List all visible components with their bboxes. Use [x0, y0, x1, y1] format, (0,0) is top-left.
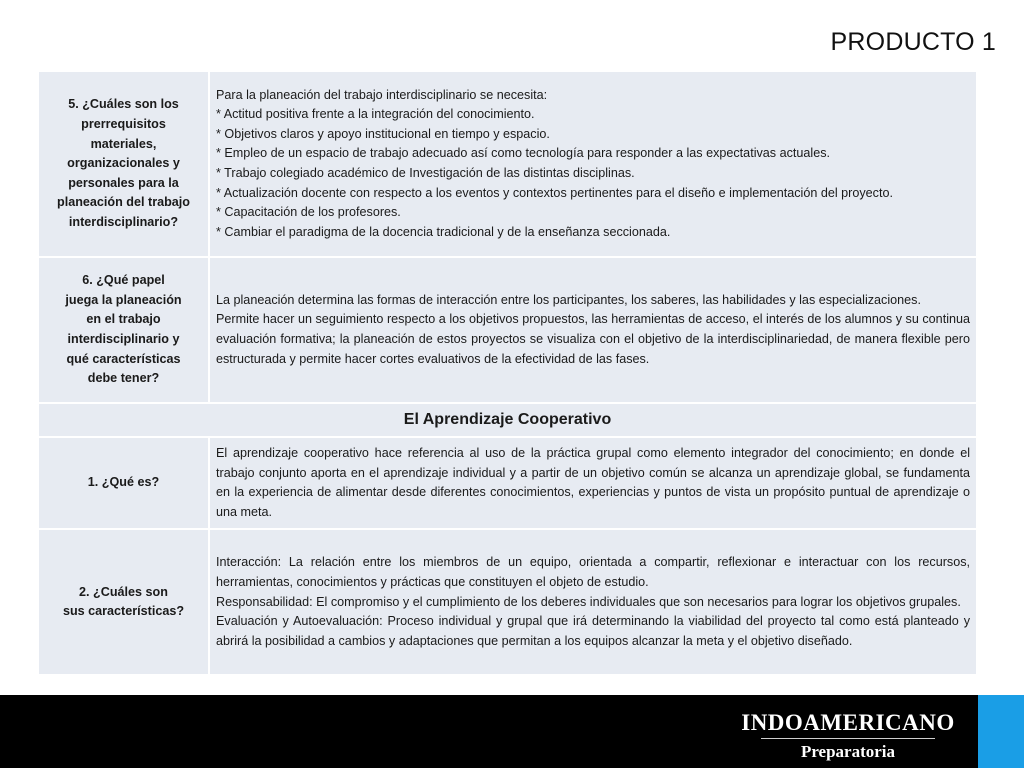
question-cell: 1. ¿Qué es?: [38, 437, 209, 529]
answer-paragraph: Interacción: La relación entre los miembros de un equipo, orientada a compartir, reflexionar e interactuar con los recursos, herramientas, conocimientos y prácticas que constituyen el objeto de estudio.: [216, 555, 970, 589]
brand-name: INDOAMERICANO: [741, 710, 955, 735]
question-cell: 6. ¿Qué papel juega la planeación en el trabajo interdisciplinario y qué características debe tener?: [38, 257, 209, 403]
table-row: [38, 529, 977, 675]
answer-paragraph: Evaluación y Autoevaluación: Proceso individual y grupal que irá determinando la viabilidad del proyecto tal como está planteado y abrirá la posibilidad a cambios y adaptaciones que permitan a los equipos alcanzar la meta y el objetivo diseñado.: [216, 614, 970, 648]
footer-accent: [978, 695, 1024, 768]
brand-logo: [741, 710, 955, 762]
brand-subtitle: Preparatoria: [800, 742, 896, 761]
answer-paragraph: La planeación determina las formas de interacción entre los participantes, los saberes, las habilidades y las especializaciones.: [216, 292, 921, 307]
section-title: El Aprendizaje Cooperativo: [38, 403, 977, 437]
slide-title: PRODUCTO 1: [830, 28, 996, 56]
answer-paragraph: Responsabilidad: El compromiso y el cumplimiento de los deberes individuales que son necesarios para lograr los objetivos grupales.: [216, 594, 961, 609]
answer-cell: Para la planeación del trabajo interdisciplinario se necesita: * Actitud positiva frente a la integración del conocimiento. * Objetivos claros y apoyo institucional en tiempo y espacio. * Empleo de un espacio de trabajo adecuado así como tecnología para responder a las expectativas actuales. * Trabajo colegiado académico de Investigación de las distintas disciplinas. * Actualización docente con respecto a los eventos y contextos pertinentes para el diseño e implementación del proyecto. * Capacitación de los profesores. * Cambiar el paradigma de la docencia tradicional y de la enseñanza seccionada.: [209, 71, 977, 257]
answer-cell: El aprendizaje cooperativo hace referencia al uso de la práctica grupal como elemento integrador del conocimiento; en donde el trabajo conjunto aporta en el aprendizaje individual y a partir de un objetivo común se alcanza un aprendizaje global, se fundamenta en la experiencia de alimentar desde diferentes conocimientos, experiencias y puntos de vista un propósito puntual de aprendizaje o una meta.: [209, 437, 977, 529]
qa-table: [37, 70, 978, 676]
table-row: [38, 437, 977, 529]
section-row: [38, 403, 977, 437]
question-cell: 5. ¿Cuáles son los prerrequisitos materiales, organizacionales y personales para la planeación del trabajo interdisciplinario?: [38, 71, 209, 257]
table-row: [38, 257, 977, 403]
brand-divider: [761, 738, 935, 739]
answer-paragraph: Permite hacer un seguimiento respecto a los objetivos propuestos, las herramientas de acceso, el interés de los alumnos y su continua evaluación formativa; la planeación de estos proyectos se visualiza con el objetivo de la interdisciplinariedad, de manera flexible pero estructurada y permite hacer cortes evaluativos de la efectividad de las fases.: [216, 312, 970, 366]
table-row: [38, 71, 977, 257]
answer-cell: [209, 529, 977, 675]
question-cell: 2. ¿Cuáles son sus características?: [38, 529, 209, 675]
answer-cell: [209, 257, 977, 403]
